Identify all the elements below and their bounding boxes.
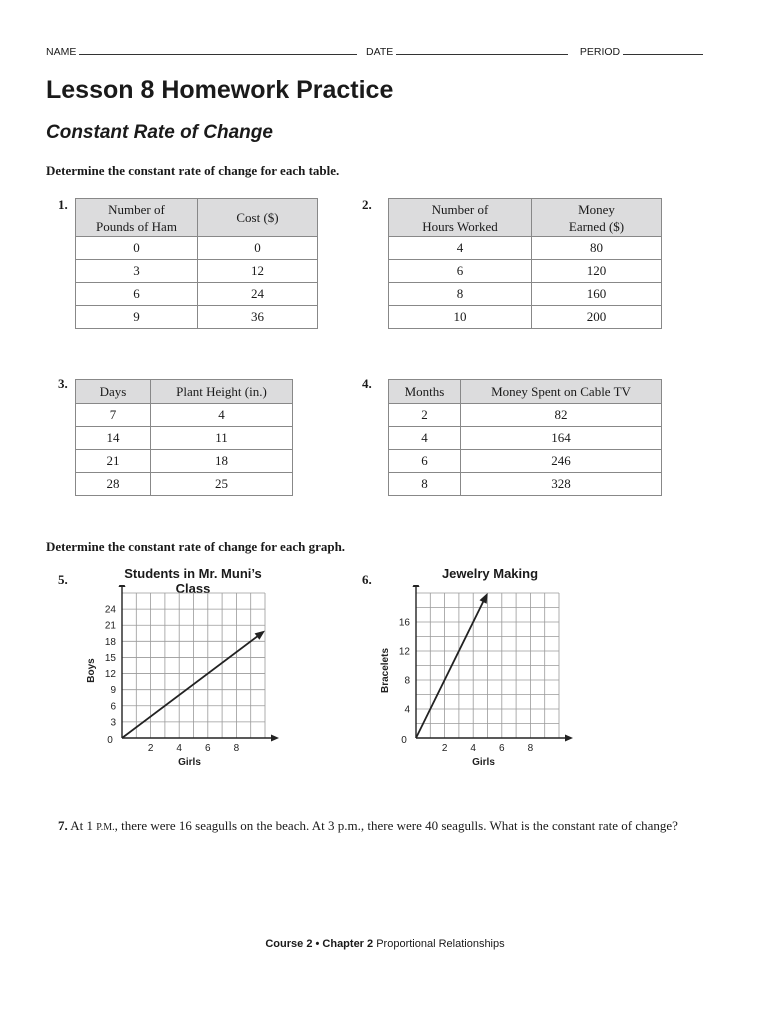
x-tick-label: 8 bbox=[527, 743, 534, 754]
table-cable-tv bbox=[388, 379, 662, 496]
origin-label: 0 bbox=[401, 735, 407, 746]
table-cell: 80 bbox=[532, 237, 662, 260]
chart-title: Students in Mr. Muni’s Class bbox=[124, 566, 262, 596]
column-header: Days bbox=[76, 380, 151, 404]
x-tick-label: 6 bbox=[499, 743, 505, 754]
table-cell: 10 bbox=[389, 306, 532, 329]
table-row bbox=[76, 283, 318, 306]
y-tick-label: 12 bbox=[104, 669, 116, 681]
y-tick-label: 8 bbox=[404, 675, 410, 687]
y-tick-label: 24 bbox=[104, 604, 116, 616]
table-row bbox=[389, 450, 662, 473]
series-line bbox=[122, 634, 260, 738]
footer-separator: • bbox=[312, 938, 323, 950]
footer-course: Course 2 bbox=[265, 938, 313, 950]
period-blank[interactable] bbox=[623, 45, 703, 55]
table-cell: 160 bbox=[532, 283, 662, 306]
graph-instructions: Determine the constant rate of change for each graph. bbox=[46, 539, 346, 554]
question-number-6: 6. bbox=[362, 572, 372, 587]
table-cell: 7 bbox=[76, 404, 151, 427]
y-tick-label: 4 bbox=[404, 704, 410, 716]
table-cell: 18 bbox=[151, 450, 293, 473]
y-tick-label: 16 bbox=[398, 617, 410, 629]
y-axis-label: Boys bbox=[86, 658, 97, 683]
table-cell: 4 bbox=[389, 427, 461, 450]
table-cell: 8 bbox=[389, 473, 461, 496]
table-cell: 25 bbox=[151, 473, 293, 496]
chart-grid bbox=[122, 593, 265, 738]
table-cell: 8 bbox=[389, 283, 532, 306]
table-cell: 3 bbox=[76, 260, 198, 283]
x-tick-label: 4 bbox=[176, 743, 182, 754]
series-arrowhead bbox=[255, 631, 265, 640]
question-7 bbox=[58, 818, 678, 834]
table-cell: 200 bbox=[532, 306, 662, 329]
table-ham-cost bbox=[75, 198, 318, 329]
y-tick-label: 3 bbox=[110, 717, 116, 729]
page-footer bbox=[0, 938, 770, 950]
question-number-1: 1. bbox=[58, 197, 68, 212]
question-number-7: 7. bbox=[58, 818, 68, 833]
table-row bbox=[389, 427, 662, 450]
period-label: PERIOD bbox=[579, 46, 621, 58]
x-axis-label: Girls bbox=[472, 757, 495, 768]
question-number-4: 4. bbox=[362, 376, 372, 391]
table-cell: 82 bbox=[461, 404, 662, 427]
column-header: Money Earned ($) bbox=[532, 199, 662, 237]
column-header: Cost ($) bbox=[198, 199, 318, 237]
page-subtitle: Constant Rate of Change bbox=[46, 122, 273, 143]
table-row bbox=[389, 404, 662, 427]
x-axis-arrow bbox=[565, 735, 573, 742]
table-cell: 2 bbox=[389, 404, 461, 427]
table-cell: 24 bbox=[198, 283, 318, 306]
table-cell: 9 bbox=[76, 306, 198, 329]
question-text: At 1 bbox=[70, 818, 97, 833]
student-info-line bbox=[46, 45, 726, 61]
question-time: P.M. bbox=[96, 822, 115, 833]
table-hours-money bbox=[388, 198, 662, 329]
table-row bbox=[389, 283, 662, 306]
table-instructions: Determine the constant rate of change for each table. bbox=[46, 163, 340, 178]
footer-chapter: Chapter 2 bbox=[322, 938, 374, 950]
column-header: Months bbox=[389, 380, 461, 404]
table-row bbox=[389, 237, 662, 260]
x-tick-label: 4 bbox=[470, 743, 476, 754]
table-row bbox=[76, 404, 293, 427]
table-cell: 4 bbox=[151, 404, 293, 427]
origin-label: 0 bbox=[107, 735, 113, 746]
table-cell: 4 bbox=[389, 237, 532, 260]
table-row bbox=[76, 427, 293, 450]
table-plant-height bbox=[75, 379, 293, 496]
x-axis-arrow bbox=[271, 735, 279, 742]
table-cell: 328 bbox=[461, 473, 662, 496]
table-cell: 6 bbox=[76, 283, 198, 306]
y-tick-label: 15 bbox=[104, 652, 116, 664]
column-header: Number of Pounds of Ham bbox=[76, 199, 198, 237]
y-axis-arrow bbox=[119, 585, 126, 587]
table-cell: 0 bbox=[76, 237, 198, 260]
series-line bbox=[416, 598, 485, 738]
table-row bbox=[76, 473, 293, 496]
table-row bbox=[389, 260, 662, 283]
y-tick-label: 12 bbox=[398, 646, 410, 658]
x-tick-label: 8 bbox=[233, 743, 240, 754]
table-cell: 14 bbox=[76, 427, 151, 450]
column-header: Money Spent on Cable TV bbox=[461, 380, 662, 404]
column-header: Number of Hours Worked bbox=[389, 199, 532, 237]
table-row bbox=[76, 306, 318, 329]
page-title: Lesson 8 Homework Practice bbox=[46, 76, 394, 104]
table-cell: 36 bbox=[198, 306, 318, 329]
y-tick-label: 9 bbox=[110, 685, 116, 697]
question-number-5: 5. bbox=[58, 572, 68, 587]
table-cell: 11 bbox=[151, 427, 293, 450]
name-label: NAME bbox=[46, 46, 77, 58]
table-cell: 6 bbox=[389, 260, 532, 283]
table-cell: 21 bbox=[76, 450, 151, 473]
question-text: , there were 16 seagulls on the beach. At 3 p.m., there were 40 seagulls. What is the constant rate of change? bbox=[114, 818, 678, 833]
date-label: DATE bbox=[366, 46, 394, 58]
table-cell: 164 bbox=[461, 427, 662, 450]
chart-grid bbox=[416, 593, 559, 738]
table-cell: 12 bbox=[198, 260, 318, 283]
y-tick-label: 6 bbox=[110, 701, 116, 713]
question-number-2: 2. bbox=[362, 197, 372, 212]
y-tick-label: 18 bbox=[104, 636, 116, 648]
chart-jewelry bbox=[376, 585, 576, 775]
y-tick-label: 21 bbox=[104, 620, 116, 632]
footer-topic: Proportional Relationships bbox=[373, 938, 505, 950]
y-axis-arrow bbox=[413, 585, 420, 587]
x-axis-label: Girls bbox=[178, 757, 201, 768]
series-arrowhead bbox=[479, 593, 487, 604]
table-row bbox=[389, 306, 662, 329]
x-tick-label: 2 bbox=[147, 743, 154, 754]
x-tick-label: 6 bbox=[205, 743, 211, 754]
name-blank[interactable] bbox=[79, 45, 357, 55]
y-axis-label: Bracelets bbox=[380, 647, 391, 694]
question-number-3: 3. bbox=[58, 376, 68, 391]
table-row bbox=[76, 237, 318, 260]
table-row bbox=[76, 450, 293, 473]
column-header: Plant Height (in.) bbox=[151, 380, 293, 404]
table-cell: 120 bbox=[532, 260, 662, 283]
table-row bbox=[76, 260, 318, 283]
date-blank[interactable] bbox=[396, 45, 568, 55]
chart-students bbox=[82, 585, 282, 775]
table-row bbox=[389, 473, 662, 496]
chart-title: Jewelry Making bbox=[441, 566, 539, 581]
table-cell: 246 bbox=[461, 450, 662, 473]
x-tick-label: 2 bbox=[441, 743, 448, 754]
table-cell: 0 bbox=[198, 237, 318, 260]
table-cell: 6 bbox=[389, 450, 461, 473]
table-cell: 28 bbox=[76, 473, 151, 496]
